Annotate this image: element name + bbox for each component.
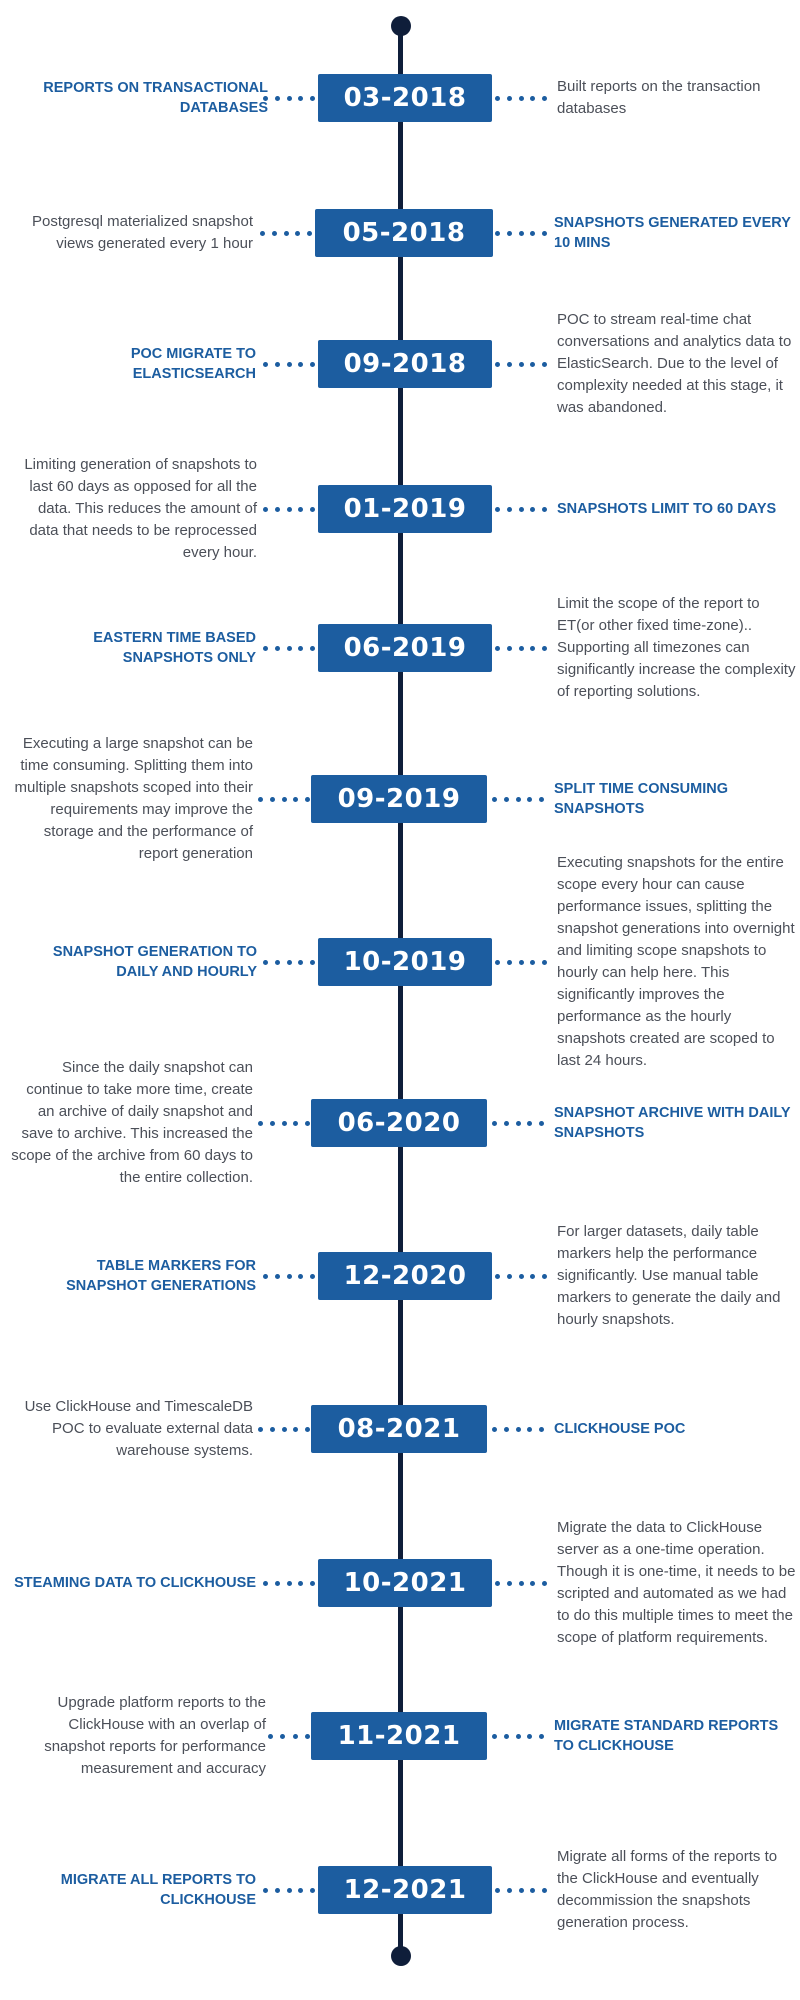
connector-dot	[530, 646, 535, 651]
connector-dot	[495, 646, 500, 651]
milestone-description: Since the daily snapshot can continue to take more time, create an archive of daily snapshot and save to archive. This increased the scope of the archive from 60 days to the entire collection.	[11, 1059, 253, 1186]
connector-dot	[542, 362, 547, 367]
right-connector-dots	[495, 1887, 547, 1893]
connector-dot	[270, 1121, 275, 1126]
connector-dot	[270, 1427, 275, 1432]
connector-dot	[275, 1581, 280, 1586]
milestone-heading: POC MIGRATE TO ELASTICSEARCH	[130, 346, 256, 382]
connector-dot	[542, 1274, 547, 1279]
connector-dot	[298, 507, 303, 512]
left-connector-dots	[260, 230, 312, 236]
left-connector-dots	[263, 1887, 315, 1893]
connector-dot	[293, 1734, 298, 1739]
milestone-heading: TABLE MARKERS FOR SNAPSHOT GENERATIONS	[66, 1258, 256, 1294]
connector-dot	[287, 960, 292, 965]
milestone-date-badge: 10-2021	[318, 1559, 492, 1607]
right-connector-dots	[492, 1733, 544, 1739]
connector-dot	[275, 960, 280, 965]
connector-dot	[280, 1734, 285, 1739]
connector-dot	[275, 1274, 280, 1279]
right-connector-dots	[492, 796, 544, 802]
connector-dot	[495, 96, 500, 101]
connector-dot	[519, 1581, 524, 1586]
left-connector-dots	[263, 1580, 315, 1586]
milestone-date-badge: 11-2021	[311, 1712, 487, 1760]
connector-dot	[519, 1274, 524, 1279]
connector-dot	[495, 1581, 500, 1586]
connector-dot	[298, 646, 303, 651]
milestone-date-badge: 12-2020	[318, 1252, 492, 1300]
milestone-date-badge: 09-2018	[318, 340, 492, 388]
connector-dot	[530, 1274, 535, 1279]
connector-dot	[298, 1581, 303, 1586]
connector-dot	[542, 231, 547, 236]
connector-dot	[504, 797, 509, 802]
left-connector-dots	[268, 1733, 310, 1739]
milestone-date-badge: 10-2019	[318, 938, 492, 986]
milestone-date-badge: 08-2021	[311, 1405, 487, 1453]
connector-dot	[310, 1581, 315, 1586]
connector-dot	[263, 1581, 268, 1586]
milestone-heading: SNAPSHOT GENERATION TO DAILY AND HOURLY	[52, 944, 257, 980]
connector-dot	[492, 1121, 497, 1126]
connector-dot	[527, 1427, 532, 1432]
milestone-heading: REPORTS ON TRANSACTIONAL DATABASES	[43, 80, 268, 116]
connector-dot	[530, 231, 535, 236]
milestone-date-badge: 03-2018	[318, 74, 492, 122]
connector-dot	[530, 960, 535, 965]
connector-dot	[507, 231, 512, 236]
right-connector-dots	[495, 361, 547, 367]
connector-dot	[542, 1581, 547, 1586]
connector-dot	[539, 797, 544, 802]
connector-dot	[516, 1734, 521, 1739]
milestone-heading: SNAPSHOT ARCHIVE WITH DAILY SNAPSHOTS	[554, 1105, 791, 1141]
connector-dot	[516, 797, 521, 802]
milestone-heading: SNAPSHOTS GENERATED EVERY 10 MINS	[554, 215, 791, 251]
connector-dot	[287, 362, 292, 367]
connector-dot	[263, 960, 268, 965]
connector-dot	[519, 96, 524, 101]
milestone-date-badge: 05-2018	[315, 209, 493, 257]
connector-dot	[495, 960, 500, 965]
milestone-description: Executing a large snapshot can be time consuming. Splitting them into multiple snapshots scoped into their requirements may improve the storage and the performance of report generation	[14, 735, 253, 862]
connector-dot	[275, 1888, 280, 1893]
milestone-description: Migrate the data to ClickHouse server as a one-time operation. Though it is one-time, it needs to be scripted and automated as we had to do this multiple times to meet the scope of platform requirements.	[557, 1519, 796, 1646]
connector-dot	[542, 507, 547, 512]
connector-dot	[519, 1888, 524, 1893]
connector-dot	[298, 1888, 303, 1893]
connector-dot	[263, 1274, 268, 1279]
timeline-end-dot	[391, 1946, 411, 1966]
connector-dot	[263, 362, 268, 367]
milestone-heading: CLICKHOUSE POC	[554, 1421, 686, 1437]
connector-dot	[310, 507, 315, 512]
left-connector-dots	[263, 1273, 315, 1279]
connector-dot	[282, 1427, 287, 1432]
connector-dot	[516, 1121, 521, 1126]
connector-dot	[542, 1888, 547, 1893]
right-connector-dots	[495, 230, 547, 236]
left-connector-dots	[258, 1120, 310, 1126]
connector-dot	[530, 96, 535, 101]
connector-dot	[495, 362, 500, 367]
timeline-spine	[398, 26, 403, 1956]
right-connector-dots	[492, 1426, 544, 1432]
connector-dot	[287, 507, 292, 512]
milestone-date-badge: 12-2021	[318, 1866, 492, 1914]
connector-dot	[519, 507, 524, 512]
milestone-heading: STEAMING DATA TO CLICKHOUSE	[14, 1575, 256, 1591]
right-connector-dots	[495, 959, 547, 965]
milestone-description: Limiting generation of snapshots to last 60 days as opposed for all the data. This reduces the amount of data that needs to be reprocessed every hour.	[24, 456, 257, 561]
connector-dot	[310, 96, 315, 101]
connector-dot	[258, 1427, 263, 1432]
connector-dot	[310, 1888, 315, 1893]
connector-dot	[307, 231, 312, 236]
connector-dot	[287, 1581, 292, 1586]
connector-dot	[293, 1427, 298, 1432]
milestone-heading: EASTERN TIME BASED SNAPSHOTS ONLY	[93, 630, 256, 666]
milestone-description: Built reports on the transaction databases	[557, 78, 761, 117]
connector-dot	[495, 1274, 500, 1279]
connector-dot	[310, 646, 315, 651]
milestone-date-badge: 09-2019	[311, 775, 487, 823]
left-connector-dots	[263, 959, 315, 965]
connector-dot	[310, 1274, 315, 1279]
connector-dot	[519, 362, 524, 367]
connector-dot	[272, 231, 277, 236]
right-connector-dots	[495, 95, 547, 101]
connector-dot	[507, 507, 512, 512]
connector-dot	[504, 1734, 509, 1739]
milestone-date-badge: 01-2019	[318, 485, 492, 533]
connector-dot	[298, 1274, 303, 1279]
connector-dot	[287, 646, 292, 651]
milestone-heading: SPLIT TIME CONSUMING SNAPSHOTS	[554, 781, 728, 817]
connector-dot	[504, 1121, 509, 1126]
connector-dot	[530, 507, 535, 512]
connector-dot	[284, 231, 289, 236]
connector-dot	[519, 960, 524, 965]
milestone-description: For larger datasets, daily table markers help the performance significantly. Use manual table markers to generate the daily and hourly snapshots.	[557, 1223, 781, 1328]
left-connector-dots	[263, 506, 315, 512]
milestone-description: POC to stream real-time chat conversations and analytics data to ElasticSearch. Due to the level of complexity needed at this stage, it was abandoned.	[557, 311, 792, 416]
connector-dot	[305, 797, 310, 802]
connector-dot	[507, 1274, 512, 1279]
milestone-heading: MIGRATE ALL REPORTS TO CLICKHOUSE	[60, 1872, 256, 1908]
connector-dot	[287, 96, 292, 101]
connector-dot	[507, 1888, 512, 1893]
connector-dot	[275, 96, 280, 101]
left-connector-dots	[263, 361, 315, 367]
connector-dot	[298, 362, 303, 367]
milestone-date-badge: 06-2020	[311, 1099, 487, 1147]
connector-dot	[530, 362, 535, 367]
right-connector-dots	[495, 506, 547, 512]
connector-dot	[298, 960, 303, 965]
connector-dot	[270, 797, 275, 802]
connector-dot	[492, 797, 497, 802]
connector-dot	[282, 1121, 287, 1126]
milestone-description: Upgrade platform reports to the ClickHouse with an overlap of snapshot reports for performance measurement and accuracy	[44, 1694, 266, 1777]
connector-dot	[263, 1888, 268, 1893]
connector-dot	[507, 960, 512, 965]
connector-dot	[310, 960, 315, 965]
milestone-heading: SNAPSHOTS LIMIT TO 60 DAYS	[557, 501, 777, 517]
connector-dot	[305, 1734, 310, 1739]
connector-dot	[293, 797, 298, 802]
connector-dot	[542, 960, 547, 965]
right-connector-dots	[495, 1273, 547, 1279]
connector-dot	[310, 362, 315, 367]
connector-dot	[516, 1427, 521, 1432]
connector-dot	[305, 1427, 310, 1432]
left-connector-dots	[258, 796, 310, 802]
connector-dot	[293, 1121, 298, 1126]
right-connector-dots	[495, 645, 547, 651]
connector-dot	[495, 1888, 500, 1893]
connector-dot	[287, 1888, 292, 1893]
right-connector-dots	[492, 1120, 544, 1126]
connector-dot	[263, 507, 268, 512]
connector-dot	[542, 96, 547, 101]
connector-dot	[260, 231, 265, 236]
connector-dot	[539, 1427, 544, 1432]
milestone-description: Use ClickHouse and TimescaleDB POC to evaluate external data warehouse systems.	[24, 1398, 253, 1459]
connector-dot	[295, 231, 300, 236]
connector-dot	[507, 362, 512, 367]
connector-dot	[507, 646, 512, 651]
connector-dot	[507, 96, 512, 101]
timeline-start-dot	[391, 16, 411, 36]
left-connector-dots	[263, 645, 315, 651]
connector-dot	[530, 1888, 535, 1893]
connector-dot	[530, 1581, 535, 1586]
connector-dot	[258, 797, 263, 802]
milestone-date-badge: 06-2019	[318, 624, 492, 672]
connector-dot	[504, 1427, 509, 1432]
connector-dot	[539, 1734, 544, 1739]
connector-dot	[492, 1427, 497, 1432]
connector-dot	[527, 1734, 532, 1739]
connector-dot	[539, 1121, 544, 1126]
connector-dot	[495, 231, 500, 236]
connector-dot	[263, 96, 268, 101]
connector-dot	[519, 646, 524, 651]
connector-dot	[507, 1581, 512, 1586]
connector-dot	[268, 1734, 273, 1739]
milestone-description: Executing snapshots for the entire scope every hour can cause performance issues, splitting the snapshot generations into overnight and limiting scope snapshots to hourly can help here. This significantly improves the performance as the hourly snapshots created are scoped to last 24 hours.	[557, 854, 795, 1069]
connector-dot	[492, 1734, 497, 1739]
milestone-heading: MIGRATE STANDARD REPORTS TO CLICKHOUSE	[554, 1718, 779, 1754]
connector-dot	[275, 362, 280, 367]
connector-dot	[495, 507, 500, 512]
connector-dot	[282, 797, 287, 802]
left-connector-dots	[263, 95, 315, 101]
connector-dot	[263, 646, 268, 651]
connector-dot	[298, 96, 303, 101]
right-connector-dots	[495, 1580, 547, 1586]
milestone-description: Migrate all forms of the reports to the ClickHouse and eventually decommission the snapshots generation process.	[557, 1848, 778, 1931]
left-connector-dots	[258, 1426, 310, 1432]
connector-dot	[519, 231, 524, 236]
connector-dot	[527, 797, 532, 802]
connector-dot	[287, 1274, 292, 1279]
connector-dot	[527, 1121, 532, 1126]
connector-dot	[275, 507, 280, 512]
connector-dot	[258, 1121, 263, 1126]
connector-dot	[275, 646, 280, 651]
connector-dot	[305, 1121, 310, 1126]
milestone-description: Limit the scope of the report to ET(or other fixed time-zone).. Supporting all timezones can significantly increase the complexity of reporting solutions.	[557, 595, 796, 700]
connector-dot	[542, 646, 547, 651]
milestone-description: Postgresql materialized snapshot views generated every 1 hour	[32, 213, 253, 252]
